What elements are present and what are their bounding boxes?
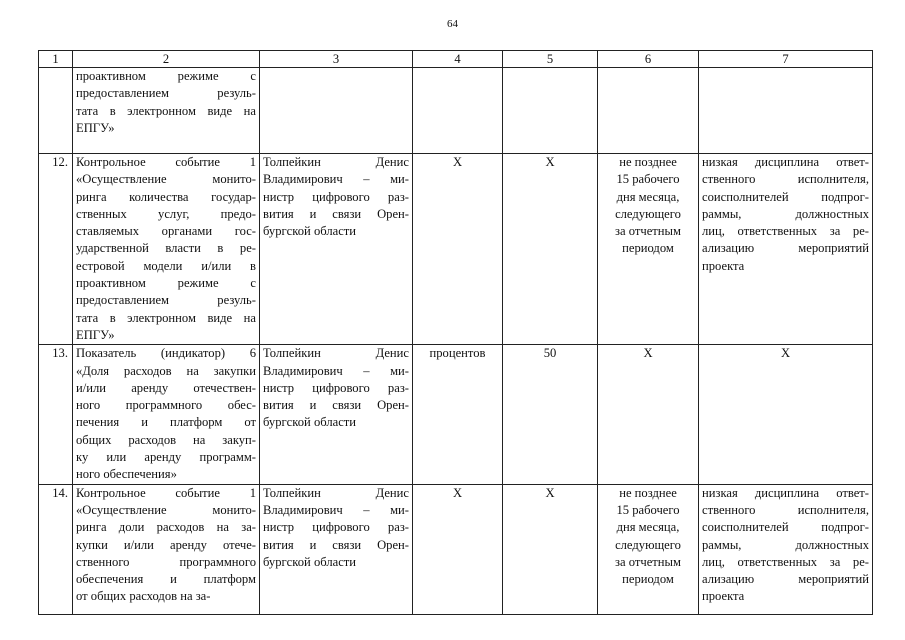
responsible-cell [260,484,413,614]
risk-cell [699,484,873,614]
cell-line: «Доля расходов на закупки [76,363,256,378]
cell-line: вития и связи Орен- [263,398,409,413]
column-header: 5 [503,51,598,68]
responsible-cell [260,68,413,154]
cell-line: ализацию мероприятий [702,572,869,587]
cell-line: ЕПГУ» [76,120,115,135]
cell-line: Контрольное событие 1 [76,155,256,169]
header-row [39,51,873,68]
cell-line: Владимирович – ми- [263,363,409,378]
risk-cell [699,68,873,154]
cell-line: тата в электронном виде на [76,310,256,325]
cell-line: ударственной власти в ре- [76,241,256,256]
cell-line: бургской области [263,224,357,239]
cell-line: ственного исполнителя, [702,172,869,187]
cell-line: дня месяца, [616,520,680,535]
value-cell [503,68,598,154]
cell-line: и/или аренду отечествен- [76,380,256,395]
cell-line: ринга количества государ- [76,189,256,204]
deadline-cell [598,68,699,154]
cell-line: ственных услуг, предо- [76,206,256,221]
cell-line: обеспечения и платформ [76,572,256,587]
cell-line: нистр цифрового раз- [263,380,409,395]
cell-line: следующего [615,206,681,221]
cell-line: «Осуществление монито- [76,502,256,517]
table-row [39,484,873,614]
value-cell: X [503,484,598,614]
unit-cell: X [413,154,503,345]
description-cell [73,345,260,484]
cell-line: нистр цифрового раз- [263,520,409,535]
cell-line: соисполнителей подпрог- [702,189,869,204]
cell-line: Толпейкин Денис [263,155,409,169]
row-number-cell: 12. [39,154,73,345]
risk-cell [699,154,873,345]
cell-line: бургской области [263,554,357,569]
column-header: 4 [413,51,503,68]
column-header: 3 [260,51,413,68]
cell-line: Толпейкин Денис [263,346,409,361]
cell-line: низкая дисциплина ответ- [702,155,869,169]
cell-line: ку или аренду программ- [76,450,256,465]
column-header: 1 [39,51,73,68]
unit-cell: X [413,484,503,614]
description-cell [73,68,260,154]
cell-line: предоставлением резуль- [76,86,256,101]
cell-line: вития и связи Орен- [263,206,409,221]
cell-line: Толпейкин Денис [263,485,409,500]
responsible-cell [260,345,413,484]
cell-line: лиц, ответственных за ре- [702,224,869,239]
cell-line: за отчетным [615,224,681,239]
cell-line: купки и/или аренду отече- [76,537,256,552]
cell-line: ринга доли расходов на за- [76,520,256,535]
cell-line: следующего [615,537,681,552]
cell-line: лиц, ответственных за ре- [702,554,869,569]
cell-line: ного программного обес- [76,398,256,413]
cell-line: проактивном режиме с [76,69,256,83]
risk-cell [699,345,873,484]
cell-line: раммы, должностных [702,537,869,552]
cell-line: тата в электронном виде на [76,103,256,118]
cell-line: раммы, должностных [702,206,869,221]
cell-line: не позднее [619,485,677,500]
cell-line: проекта [702,258,745,273]
column-header: 7 [699,51,873,68]
cell-line: предоставлением резуль- [76,293,256,308]
deadline-cell [598,154,699,345]
page-number: 64 [447,18,458,30]
column-header: 2 [73,51,260,68]
cell-line: X [643,346,653,361]
cell-line: не позднее [619,155,677,169]
cell-line: общих расходов на закуп- [76,432,256,447]
cell-line: за отчетным [615,554,681,569]
cell-line: бургской области [263,415,357,430]
cell-line: печения и платформ от [76,415,256,430]
cell-line: Владимирович – ми- [263,172,409,187]
cell-line: проактивном режиме с [76,276,256,291]
cell-line: Владимирович – ми- [263,502,409,517]
column-header: 6 [598,51,699,68]
deadline-cell [598,484,699,614]
cell-line: X [780,346,791,361]
responsible-cell [260,154,413,345]
value-cell: X [503,154,598,345]
value-cell: 50 [503,345,598,484]
cell-line: вития и связи Орен- [263,537,409,552]
row-number-cell [39,68,73,154]
cell-line: низкая дисциплина ответ- [702,485,869,500]
description-cell [73,154,260,345]
cell-line: 15 рабочего [616,502,680,517]
description-cell [73,484,260,614]
table-row [39,345,873,484]
unit-cell: процентов [413,345,503,484]
cell-line: Контрольное событие 1 [76,485,256,500]
cell-line: проекта [702,589,745,604]
cell-line: дня месяца, [616,189,680,204]
cell-line: ставляемых органами гос- [76,224,256,239]
cell-line: ственного исполнителя, [702,502,869,517]
unit-cell [413,68,503,154]
cell-line: ализацию мероприятий [702,241,869,256]
cell-line: периодом [622,241,674,256]
cell-line: ЕПГУ» [76,327,115,342]
row-number-cell: 13. [39,345,73,484]
table-row [39,154,873,345]
cell-line: периодом [622,572,674,587]
deadline-cell [598,345,699,484]
cell-line: ного обеспечения» [76,467,177,482]
row-number-cell: 14. [39,484,73,614]
cell-line: естровой модели и/или в [76,258,256,273]
cell-line: Показатель (индикатор) 6 [76,346,256,361]
cell-line: ственного программного [76,554,256,569]
cell-line: «Осуществление монито- [76,172,256,187]
cell-line: 15 рабочего [616,172,680,187]
cell-line: нистр цифрового раз- [263,189,409,204]
data-table [38,50,873,615]
cell-line: соисполнителей подпрог- [702,520,869,535]
table-row [39,68,873,154]
cell-line: от общих расходов на за- [76,589,211,604]
